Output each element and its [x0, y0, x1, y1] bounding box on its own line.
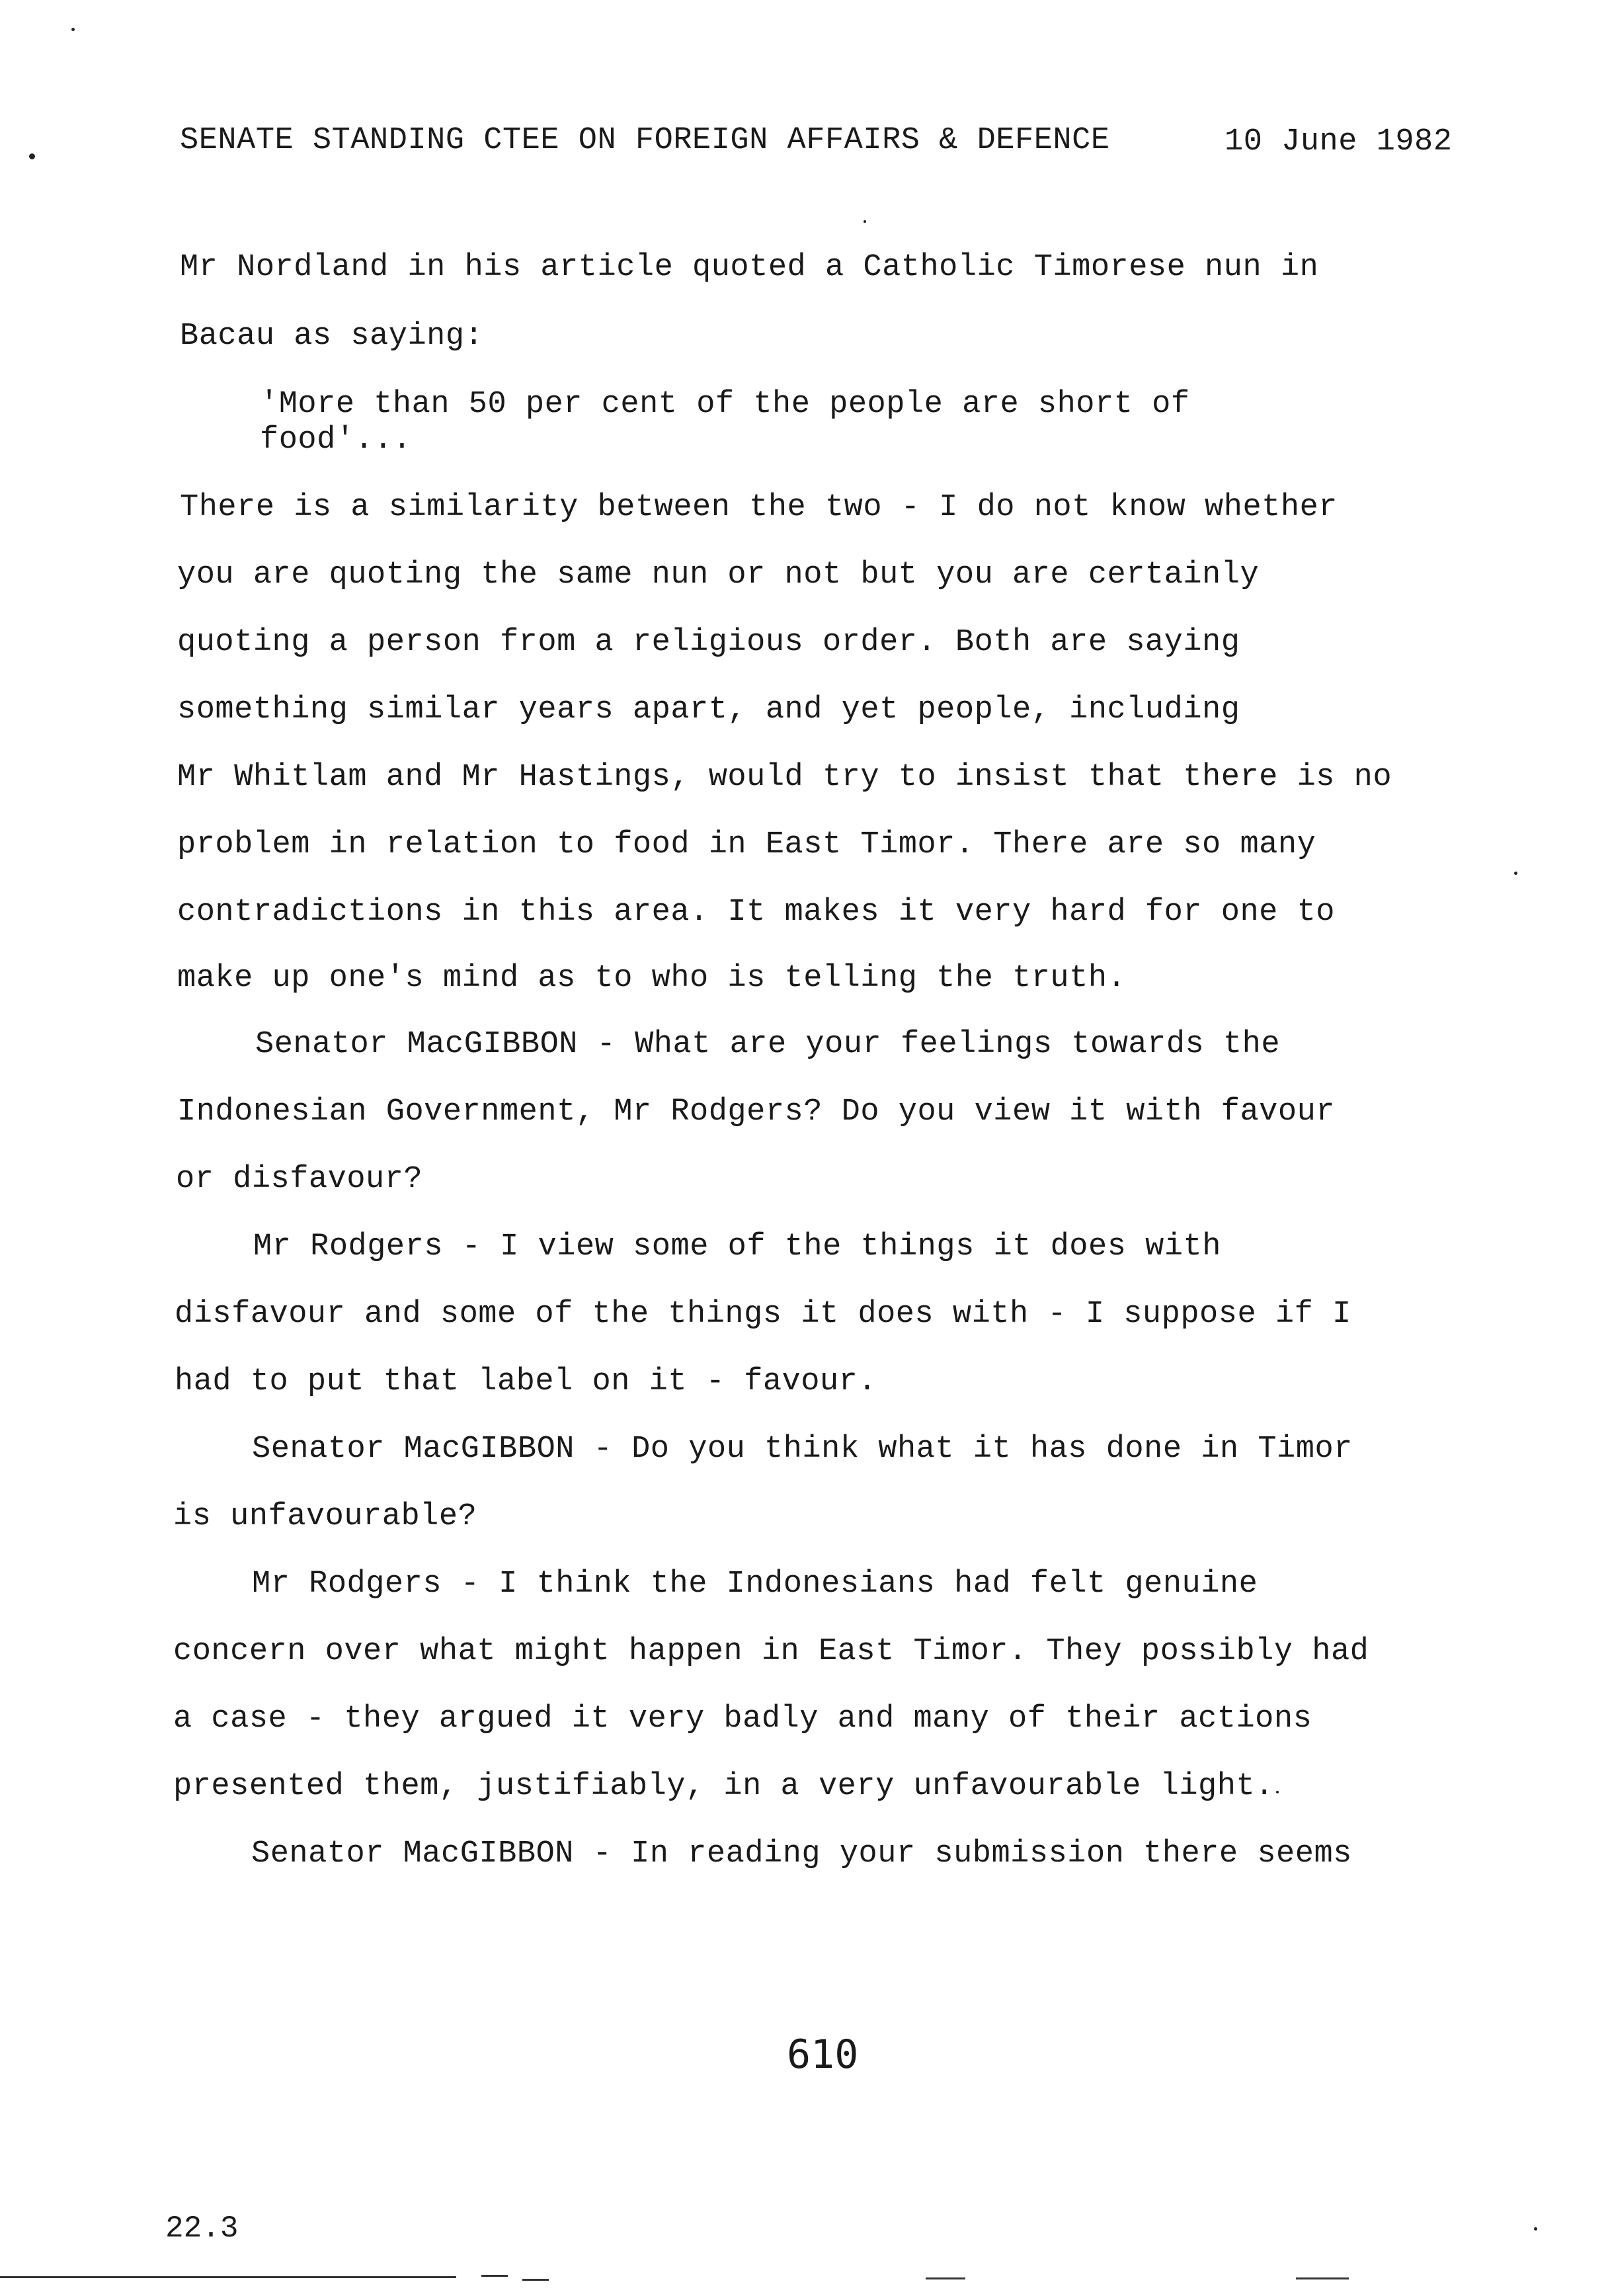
- scan-speck: [29, 153, 35, 159]
- body-line: There is a similarity between the two - I do not know whether: [180, 490, 1338, 525]
- speaker-line: Senator MacGIBBON - What are your feelings towards the: [255, 1027, 1281, 1062]
- header-date: 10 June 1982: [1225, 124, 1453, 159]
- body-line: something similar years apart, and yet people, including: [177, 692, 1240, 727]
- body-line: contradictions in this area. It makes it very hard for one to: [177, 895, 1335, 930]
- scan-edge-line: [926, 2277, 965, 2279]
- body-line: or disfavour?: [176, 1162, 423, 1197]
- body-line: is unfavourable?: [173, 1499, 477, 1534]
- scan-edge-line: [1296, 2277, 1349, 2279]
- header-title: SENATE STANDING CTEE ON FOREIGN AFFAIRS & DEFENCE: [180, 123, 1110, 158]
- scan-speck: [1534, 2227, 1537, 2231]
- page-number: 610: [787, 2031, 859, 2078]
- body-line: Bacau as saying:: [180, 319, 484, 354]
- scan-speck: [864, 220, 866, 223]
- scan-edge-line: [522, 2279, 549, 2281]
- scan-speck: [1514, 872, 1517, 875]
- speaker-line: Mr Rodgers - I think the Indonesians had felt genuine: [252, 1567, 1258, 1602]
- quote-line: 'More than 50 per cent of the people are short of: [260, 387, 1190, 422]
- scan-edge-line: [0, 2276, 456, 2278]
- body-line: Indonesian Government, Mr Rodgers? Do you view it with favour: [177, 1094, 1335, 1129]
- body-line: disfavour and some of the things it does with - I suppose if I: [175, 1297, 1351, 1332]
- body-line: make up one's mind as to who is telling the truth.: [177, 961, 1127, 996]
- speaker-line: Mr Rodgers - I view some of the things it does with: [253, 1229, 1221, 1264]
- body-line: Mr Whitlam and Mr Hastings, would try to insist that there is no: [177, 760, 1392, 795]
- body-line: quoting a person from a religious order. Both are saying: [177, 625, 1240, 660]
- body-line: had to put that label on it - favour.: [175, 1364, 877, 1399]
- body-line: a case - they argued it very badly and many of their actions: [173, 1702, 1312, 1737]
- footer-code: 22.3: [165, 2211, 239, 2246]
- scan-speck: [1276, 1791, 1279, 1793]
- speaker-line: Senator MacGIBBON - In reading your submission there seems: [251, 1836, 1352, 1871]
- body-line: presented them, justifiably, in a very unfavourable light.: [173, 1769, 1274, 1804]
- quote-line: food'...: [260, 423, 412, 458]
- body-line: Mr Nordland in his article quoted a Catholic Timorese nun in: [180, 250, 1319, 285]
- body-line: concern over what might happen in East Timor. They possibly had: [173, 1634, 1369, 1669]
- scan-speck: [71, 28, 75, 31]
- scan-edge-line: [481, 2275, 508, 2277]
- body-line: problem in relation to food in East Timor. There are so many: [177, 827, 1316, 862]
- body-line: you are quoting the same nun or not but you are certainly: [177, 557, 1260, 593]
- speaker-line: Senator MacGIBBON - Do you think what it has done in Timor: [252, 1432, 1353, 1467]
